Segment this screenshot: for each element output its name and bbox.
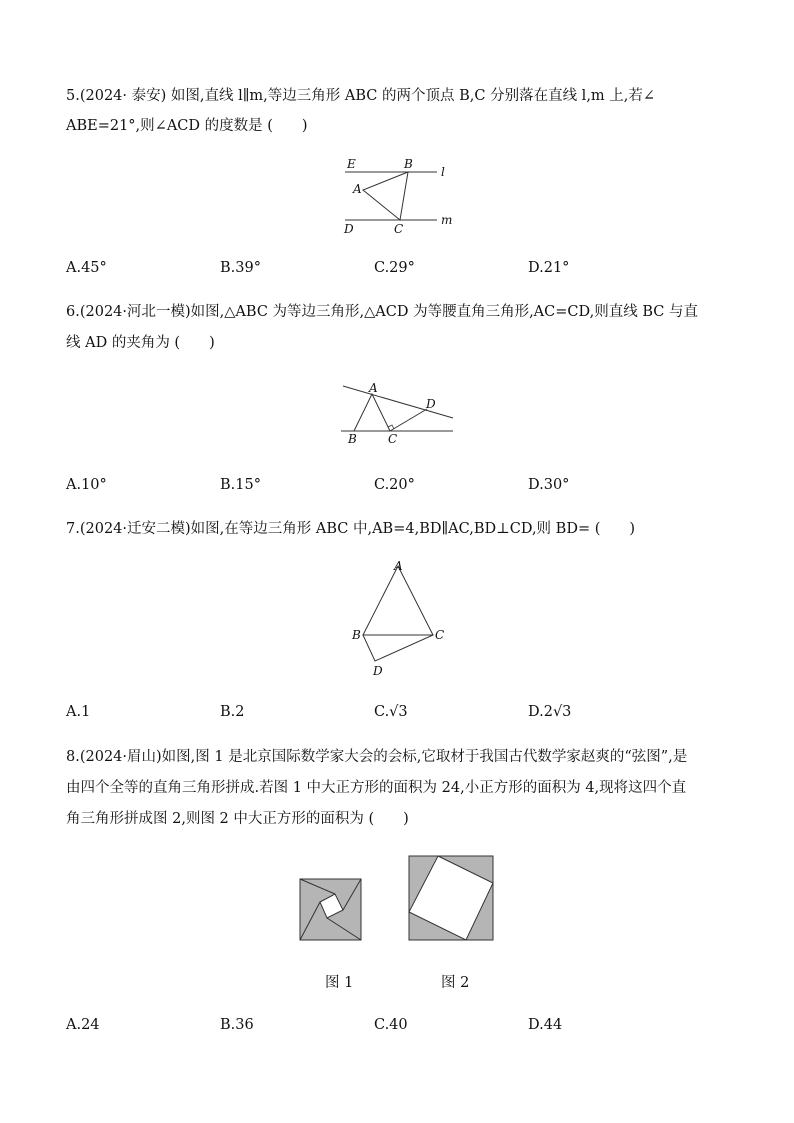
label-D: D <box>373 664 383 678</box>
label-l: l <box>441 165 445 179</box>
q7-option-d[interactable]: D.2√3 <box>528 704 572 720</box>
label-E: E <box>347 157 356 171</box>
q8-option-a[interactable]: A.24 <box>66 1017 100 1033</box>
q8-figure-2 <box>408 855 495 942</box>
q6-option-a[interactable]: A.10° <box>66 477 107 493</box>
label-D: D <box>344 222 354 236</box>
label-m: m <box>441 213 453 227</box>
label-C: C <box>388 432 398 446</box>
q7-option-a[interactable]: A.1 <box>66 704 91 720</box>
q6-stem-line-1: 6.(2024·河北一模)如图,△ABC 为等边三角形,△ACD 为等腰直角三角形,AC=CD,则直线 BC 与直 <box>66 304 698 320</box>
q6-stem-line-2: 线 AD 的夹角为 ( ) <box>66 335 215 351</box>
q8-figure-1 <box>299 878 363 942</box>
figure-2-caption: 图 2 <box>441 975 470 991</box>
label-C: C <box>435 628 445 642</box>
q8-stem-line-1: 8.(2024·眉山)如图,图 1 是北京国际数学家大会的会标,它取材于我国古代数学家赵爽的“弦图”,是 <box>66 749 688 765</box>
q6-option-d[interactable]: D.30° <box>528 477 570 493</box>
triangle-abc <box>363 172 408 220</box>
q8-option-c[interactable]: C.40 <box>374 1017 408 1033</box>
q5-option-c[interactable]: C.29° <box>374 260 415 276</box>
q8-option-d[interactable]: D.44 <box>528 1017 563 1033</box>
label-B: B <box>404 157 413 171</box>
triangle-abc <box>354 394 390 431</box>
q5-option-d[interactable]: D.21° <box>528 260 570 276</box>
label-B: B <box>352 628 361 642</box>
label-A: A <box>353 182 362 196</box>
label-D: D <box>426 397 436 411</box>
q8-stem-line-3: 角三角形拼成图 2,则图 2 中大正方形的面积为 ( ) <box>66 811 409 827</box>
q8-option-b[interactable]: B.36 <box>220 1017 254 1033</box>
q5-option-b[interactable]: B.39° <box>220 260 261 276</box>
q5-stem-line-2: ABE=21°,则∠ACD 的度数是 ( ) <box>66 118 308 134</box>
q7-figure <box>345 558 450 683</box>
segment-cd <box>390 409 427 431</box>
line-ad <box>343 386 453 418</box>
q6-figure <box>335 378 460 446</box>
q8-stem-line-2: 由四个全等的直角三角形拼成.若图 1 中大正方形的面积为 24,小正方形的面积为 4,现将这四个直 <box>66 780 687 796</box>
figure-1-caption: 图 1 <box>325 975 354 991</box>
label-C: C <box>394 222 404 236</box>
segments-bd-dc <box>363 635 433 661</box>
q5-option-a[interactable]: A.45° <box>66 260 107 276</box>
q5-figure <box>335 152 465 238</box>
triangle-abc <box>363 566 433 635</box>
label-A: A <box>369 381 378 395</box>
label-B: B <box>348 432 357 446</box>
label-A: A <box>394 559 403 573</box>
q7-stem-line-1: 7.(2024·迁安二模)如图,在等边三角形 ABC 中,AB=4,BD∥AC,BD⊥CD,则 BD= ( ) <box>66 521 636 537</box>
q6-option-c[interactable]: C.20° <box>374 477 415 493</box>
q6-option-b[interactable]: B.15° <box>220 477 261 493</box>
q7-option-c[interactable]: C.√3 <box>374 704 408 720</box>
q5-stem-line-1: 5.(2024· 泰安) 如图,直线 l∥m,等边三角形 ABC 的两个顶点 B,C 分别落在直线 l,m 上,若∠ <box>66 88 656 104</box>
q7-option-b[interactable]: B.2 <box>220 704 245 720</box>
